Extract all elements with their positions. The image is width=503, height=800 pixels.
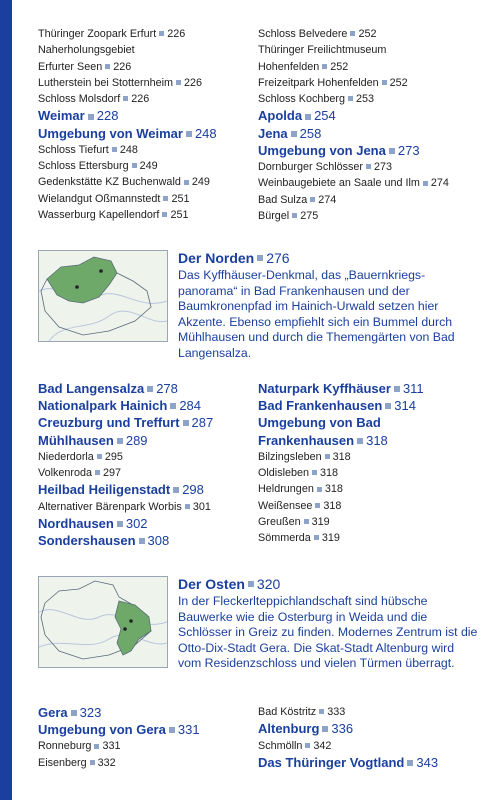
entry-name: Umgebung von Gera <box>38 722 166 738</box>
bullet-square-icon <box>117 521 123 527</box>
entry-page: 226 <box>167 28 186 40</box>
bullet-square-icon <box>322 726 328 732</box>
entry-page: 319 <box>321 532 340 545</box>
entry-name: Altenburg <box>258 721 320 737</box>
entry-page: 278 <box>156 381 178 396</box>
index-entry <box>258 481 478 497</box>
index-entry <box>38 755 258 771</box>
bullet-square-icon <box>305 743 310 748</box>
entry-name: Schloss Molsdorf <box>38 93 121 106</box>
entry-name: Schloss Ettersburg <box>38 160 129 173</box>
index-entry <box>38 125 258 142</box>
bullet-square-icon <box>186 131 192 137</box>
entry-page: 274 <box>318 193 337 206</box>
entry-name: Bürgel <box>258 209 290 222</box>
osten-right-column <box>258 704 478 771</box>
entry-page: 253 <box>356 93 375 106</box>
entry-page: 252 <box>330 60 349 73</box>
entry-page: 298 <box>182 482 204 498</box>
entry-page: 284 <box>179 398 202 414</box>
index-entry <box>38 465 258 481</box>
bullet-square-icon <box>147 386 153 392</box>
entry-page: 297 <box>103 467 122 480</box>
bullet-square-icon <box>310 197 315 202</box>
entry-name: Heilbad Heiligenstadt <box>38 482 171 498</box>
entry-page: 248 <box>119 143 138 156</box>
entry-name: Bad Köstritz <box>258 706 317 718</box>
index-entry <box>258 91 478 107</box>
entry-page: 311 <box>402 381 424 396</box>
entry-page: 323 <box>79 705 102 720</box>
index-entry <box>38 91 258 107</box>
bullet-square-icon <box>132 163 137 168</box>
index-entry <box>38 704 258 721</box>
region-norden-title: Der Norden 276 <box>178 250 290 266</box>
bullet-square-icon <box>382 80 387 85</box>
bullet-square-icon <box>95 470 100 475</box>
entry-name: Schloss Tiefurt <box>38 143 109 156</box>
entry-name: Oldisleben <box>258 467 310 480</box>
bullet-square-icon <box>117 438 123 444</box>
index-entry <box>258 125 478 142</box>
entry-page: 318 <box>324 483 343 496</box>
entry-name: Ronneburg <box>38 740 92 753</box>
bullet-square-icon <box>184 180 189 185</box>
entry-name: Freizeitpark Hohenfelden <box>258 76 379 89</box>
bullet-square-icon <box>71 710 77 716</box>
entry-page: 249 <box>191 176 210 189</box>
index-entry <box>258 208 478 224</box>
entry-name: Umgebung von Weimar <box>38 125 183 141</box>
bullet-square-icon <box>97 454 102 459</box>
entry-name: Volkenroda <box>38 467 93 480</box>
index-entry <box>38 174 258 190</box>
top-index-columns <box>38 26 478 224</box>
index-entry <box>258 432 478 449</box>
bullet-square-icon <box>169 727 175 733</box>
entry-name: Thüringer Zoopark Erfurt <box>38 28 157 40</box>
entry-page: 273 <box>397 142 420 158</box>
index-entry <box>258 414 478 431</box>
page-edge-bar <box>0 0 12 800</box>
entry-name: Nationalpark Hainich <box>38 398 168 414</box>
entry-name: Bad Langensalza <box>38 381 145 396</box>
index-entry <box>258 26 478 42</box>
entry-name: Nordhausen <box>38 515 114 531</box>
index-entry <box>38 738 258 754</box>
bullet-square-icon <box>407 760 413 766</box>
index-entry <box>258 75 478 91</box>
bullet-square-icon <box>291 131 297 137</box>
entry-page: 251 <box>171 192 190 205</box>
index-entry <box>38 481 258 498</box>
index-entry <box>38 42 258 58</box>
norden-right-column <box>258 380 478 549</box>
bullet-square-icon <box>176 80 181 85</box>
region-osten <box>38 576 478 696</box>
entry-name: Hohenfelden <box>258 60 320 73</box>
bullet-square-icon <box>94 744 99 749</box>
index-entry <box>38 499 258 515</box>
bullet-square-icon <box>112 147 117 152</box>
osten-index-columns <box>38 704 478 771</box>
entry-name: Bad Sulza <box>258 193 308 206</box>
entry-page: 318 <box>332 450 351 463</box>
entry-page: 331 <box>177 722 200 738</box>
bullet-square-icon <box>385 403 391 409</box>
norden-left-column <box>38 380 258 549</box>
entry-name: Weißensee <box>258 499 313 512</box>
bullet-square-icon <box>348 96 353 101</box>
entry-name: Wielandgut Oßmannstedt <box>38 192 161 205</box>
entry-page: 258 <box>299 125 322 141</box>
bullet-square-icon <box>305 114 311 120</box>
entry-name: Bad Frankenhausen <box>258 398 383 414</box>
entry-name: Wasserburg Kapellendorf <box>38 209 160 222</box>
entry-name: Gera <box>38 705 68 720</box>
index-entry <box>38 432 258 449</box>
bullet-square-icon <box>163 196 168 201</box>
bullet-square-icon <box>173 487 179 493</box>
bullet-square-icon <box>350 31 355 36</box>
bullet-square-icon <box>319 709 324 714</box>
entry-name: Naherholungsgebiet <box>38 44 135 57</box>
entry-page: 342 <box>313 739 332 752</box>
entry-name: Umgebung von Bad <box>258 415 381 431</box>
entry-page: 318 <box>320 467 339 480</box>
index-entry <box>38 107 258 124</box>
entry-page: 332 <box>97 756 116 769</box>
entry-name: Weimar <box>38 108 85 124</box>
index-entry <box>258 59 478 75</box>
entry-page: 302 <box>125 515 148 531</box>
entry-page: 318 <box>366 432 388 448</box>
bullet-square-icon <box>105 64 110 69</box>
index-entry <box>38 532 258 549</box>
index-entry <box>258 159 478 175</box>
index-entry <box>258 397 478 414</box>
entry-page: 248 <box>194 125 217 141</box>
top-left-column <box>38 26 258 224</box>
bullet-square-icon <box>183 420 189 426</box>
entry-page: 343 <box>416 754 439 770</box>
top-right-column <box>258 26 478 224</box>
entry-name: Greußen <box>258 516 301 528</box>
index-entry <box>38 414 258 431</box>
entry-page: 226 <box>113 60 132 73</box>
entry-name: Weinbaugebiete an Saale und Ilm <box>258 177 420 190</box>
entry-name: Naturpark Kyffhäuser <box>258 381 391 396</box>
index-entry <box>258 175 478 191</box>
index-entry <box>258 107 478 124</box>
bullet-square-icon <box>357 438 363 444</box>
bullet-square-icon <box>394 386 400 392</box>
entry-page: 331 <box>102 740 121 753</box>
index-entry <box>38 397 258 414</box>
entry-page: 251 <box>170 209 189 222</box>
index-entry <box>38 515 258 532</box>
entry-page: 274 <box>430 177 449 190</box>
entry-name: Thüringer Freilichtmuseum <box>258 44 387 57</box>
bullet-square-icon <box>325 454 330 459</box>
region-osten-title: Der Osten 320 <box>178 576 281 592</box>
entry-name: Mühlhausen <box>38 432 114 448</box>
entry-name: Creuzburg und Treffurt <box>38 415 180 431</box>
norden-index-columns <box>38 380 478 549</box>
entry-name: Erfurter Seen <box>38 60 103 73</box>
region-norden-description: Das Kyffhäuser-Denkmal, das „Bauernkriegspanorama“ in Bad Frankenhausen und der Baumkronenpfad im Hainich-Urwald setzen hier Akzente. Ebenso empfiehlt sich ein Bummel durch Mühlhausen und durch die Themengärten von Bad Langensalza. <box>178 268 455 360</box>
entry-page: 228 <box>96 108 119 124</box>
index-entry <box>38 721 258 738</box>
entry-name: Eisenberg <box>38 756 87 769</box>
index-entry <box>258 754 478 771</box>
index-entry <box>258 192 478 208</box>
entry-page: 336 <box>331 721 354 737</box>
index-entry <box>38 158 258 174</box>
entry-page: 318 <box>323 499 342 512</box>
index-entry <box>258 42 478 58</box>
entry-page: 273 <box>374 161 393 174</box>
entry-page: 319 <box>311 516 330 528</box>
entry-name: Lutherstein bei Stotternheim <box>38 76 174 89</box>
entry-name: Alternativer Bärenpark Worbis <box>38 500 182 513</box>
bullet-square-icon <box>185 504 190 509</box>
entry-name: Apolda <box>258 108 303 124</box>
bullet-square-icon <box>366 164 371 169</box>
entry-page: 226 <box>184 76 203 89</box>
bullet-square-icon <box>314 535 319 540</box>
entry-page: 333 <box>327 706 346 718</box>
map-osten <box>38 576 168 668</box>
entry-name: Schloss Kochberg <box>258 93 346 106</box>
index-entry <box>38 59 258 75</box>
entry-page: 252 <box>389 76 408 89</box>
bullet-square-icon <box>88 114 94 120</box>
entry-page: 287 <box>191 415 214 431</box>
index-entry <box>38 142 258 158</box>
entry-name: Sondershausen <box>38 533 136 549</box>
entry-page: 275 <box>300 209 319 222</box>
index-entry <box>38 26 258 42</box>
thuringia-map-norden <box>39 251 167 341</box>
index-entry <box>258 498 478 514</box>
entry-page: 314 <box>394 398 416 414</box>
entry-name: Gedenkstätte KZ Buchenwald <box>38 176 181 189</box>
entry-name: Schloss Belvedere <box>258 28 348 40</box>
bullet-square-icon <box>389 148 395 154</box>
entry-name: Das Thüringer Vogtland <box>258 754 405 770</box>
index-entry <box>258 380 478 397</box>
entry-name: Dornburger Schlösser <box>258 161 364 174</box>
index-entry <box>258 738 478 754</box>
bullet-square-icon <box>90 760 95 765</box>
index-entry <box>38 207 258 223</box>
index-entry <box>38 380 258 397</box>
entry-name: Frankenhausen <box>258 432 355 448</box>
index-entry <box>258 514 478 530</box>
bullet-square-icon <box>304 519 309 524</box>
region-norden <box>38 250 478 370</box>
index-entry <box>258 704 478 720</box>
index-entry <box>38 75 258 91</box>
index-entry <box>38 191 258 207</box>
entry-page: 308 <box>147 533 170 549</box>
entry-name: Bilzingsleben <box>258 450 322 463</box>
index-entry <box>38 449 258 465</box>
index-entry <box>258 720 478 737</box>
entry-page: 295 <box>104 450 123 463</box>
bullet-square-icon <box>162 212 167 217</box>
index-entry <box>258 449 478 465</box>
entry-page: 226 <box>131 93 150 106</box>
entry-name: Schmölln <box>258 739 303 752</box>
bullet-square-icon <box>317 487 322 492</box>
bullet-square-icon <box>170 403 176 409</box>
bullet-square-icon <box>123 96 128 101</box>
bullet-square-icon <box>322 64 327 69</box>
bullet-square-icon <box>292 213 297 218</box>
bullet-square-icon <box>139 538 145 544</box>
entry-page: 249 <box>139 160 158 173</box>
bullet-square-icon <box>423 181 428 186</box>
entry-name: Niederdorla <box>38 450 94 463</box>
entry-page: 254 <box>314 108 336 124</box>
bullet-square-icon <box>315 503 320 508</box>
osten-left-column <box>38 704 258 771</box>
map-norden <box>38 250 168 342</box>
entry-page: 289 <box>125 432 148 448</box>
thuringia-map-osten <box>39 577 167 667</box>
entry-name: Heldrungen <box>258 483 314 496</box>
bullet-square-icon <box>159 31 164 36</box>
region-osten-description: In der Fleckerlteppichlandschaft sind hübsche Bauwerke wie die Osterburg in Weida und die Schlösser in Greiz zu finden. Modernes Zentrum ist die Otto-Dix-Stadt Gera. Die Skat-Stadt Altenburg wird vom Residenzschloss und vielen Türmen überragt. <box>178 594 478 671</box>
entry-page: 252 <box>358 28 377 40</box>
index-entry <box>258 142 478 159</box>
entry-page: 301 <box>192 500 211 513</box>
index-entry <box>258 465 478 481</box>
bullet-square-icon <box>312 470 317 475</box>
entry-name: Sömmerda <box>258 532 311 545</box>
index-entry <box>258 530 478 546</box>
entry-name: Jena <box>258 125 288 141</box>
entry-name: Umgebung von Jena <box>258 142 386 158</box>
